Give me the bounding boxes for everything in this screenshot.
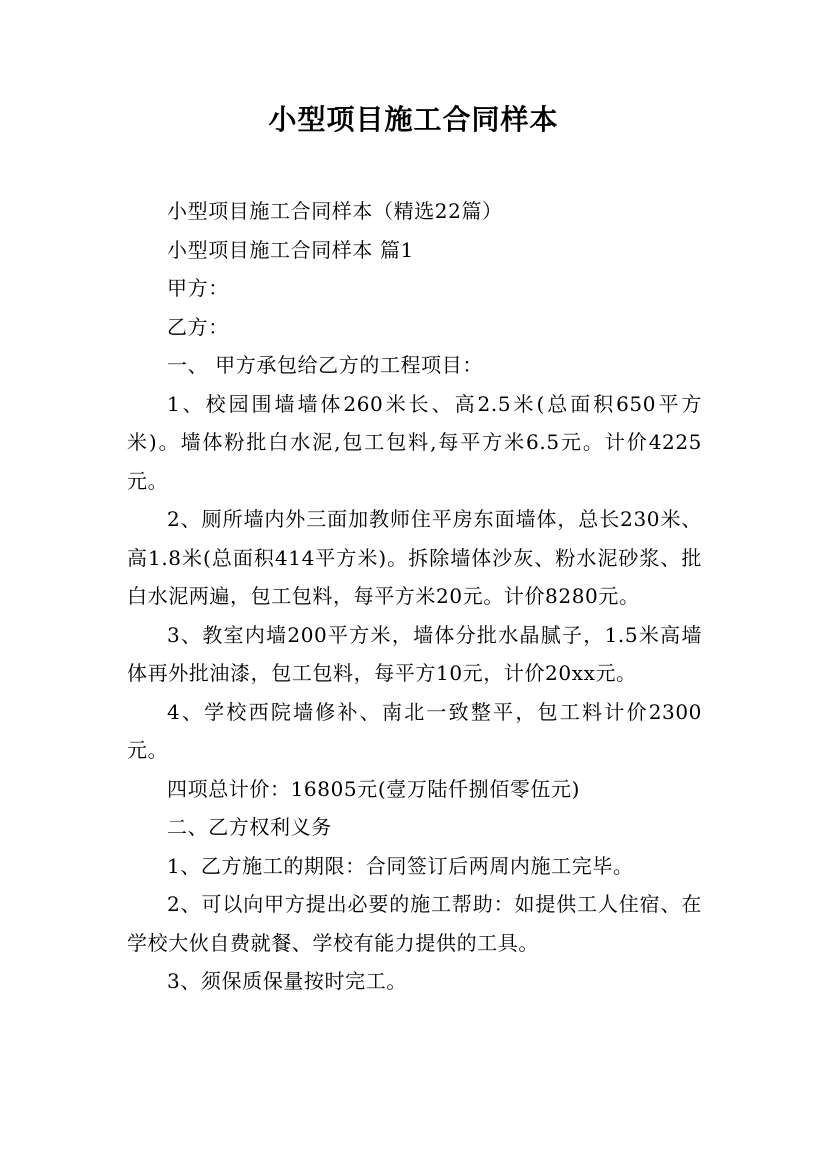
document-body	[127, 192, 702, 1001]
document-title: 小型项目施工合同样本	[268, 103, 559, 136]
paragraph-obligation-1: 1、乙方施工的期限：合同签订后两周内施工完毕。	[167, 853, 634, 878]
paragraph-subtitle: 小型项目施工合同样本（精选22篇）	[167, 199, 503, 223]
paragraph-party-b: 乙方：	[167, 314, 229, 339]
paragraph-obligation-3: 3、须保质保量按时完工。	[167, 969, 407, 993]
paragraph-total: 四项总计价：16805元(壹万陆仟捌佰零伍元)	[167, 776, 581, 801]
paragraph-heading-projects: 一、 甲方承包给乙方的工程项目：	[167, 353, 483, 377]
paragraph-item-2: 2、厕所墙内外三面加教师住平房东面墙体，总长230米、高1.8米(总面积414平方米)。拆除墙体沙灰、粉水泥砂浆、批白水泥两遍，包工包料，每平方米20元。计价8280元。	[127, 507, 702, 608]
paragraph-item-1: 1、校园围墙墙体260米长、高2.5米(总面积650平方米)。墙体粉批白水泥,包工包料,每平方米6.5元。计价4225元。	[127, 391, 702, 493]
paragraph-section-heading: 小型项目施工合同样本 篇1	[167, 237, 414, 262]
paragraph-obligation-2: 2、可以向甲方提出必要的施工帮助：如提供工人住宿、在学校大伙自费就餐、学校有能力提供的工具。	[127, 892, 702, 955]
paragraph-item-4: 4、学校西院墙修补、南北一致整平，包工料计价2300元。	[127, 699, 702, 762]
paragraph-heading-obligations: 二、乙方权利义务	[167, 815, 332, 839]
paragraph-party-a: 甲方：	[167, 276, 229, 300]
paragraph-item-3: 3、教室内墙200平方米，墙体分批水晶腻子，1.5米高墙体再外批油漆，包工包料，每平方10元，计价20xx元。	[127, 622, 702, 685]
